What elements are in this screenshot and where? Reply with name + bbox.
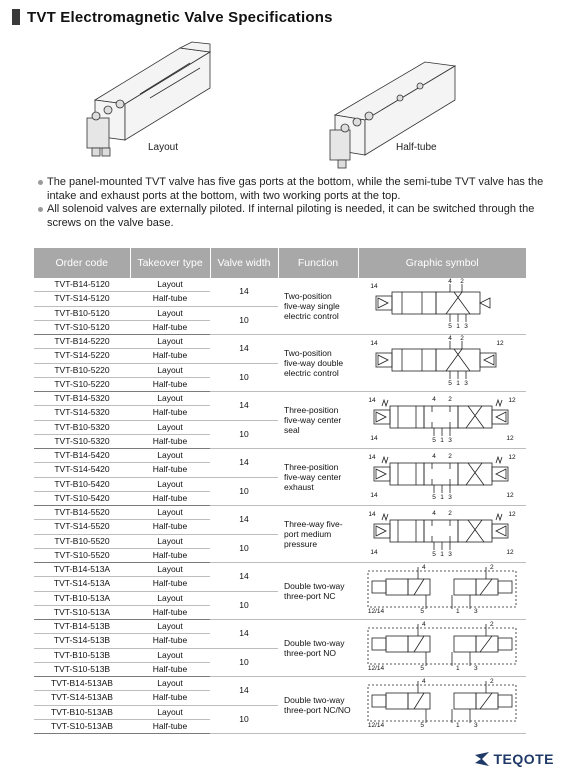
layout-valve-image xyxy=(87,42,210,156)
port-label: 5 xyxy=(432,551,436,558)
order-code-cell: TVT-B10-513AB xyxy=(34,705,130,719)
bullet-icon xyxy=(38,207,43,212)
table-row xyxy=(34,506,526,520)
takeover-type-cell: Half-tube xyxy=(130,605,210,619)
valve-width-cell: 14 xyxy=(210,620,278,649)
function-text: Double two-way three-port NO xyxy=(284,638,345,658)
takeover-type-cell: Layout xyxy=(130,534,210,548)
table-row xyxy=(34,620,526,634)
port-label: 4 xyxy=(432,453,436,460)
valve-symbol-icon xyxy=(362,335,522,387)
page-title-bar xyxy=(0,6,333,28)
takeover-type-cell: Layout xyxy=(130,563,210,577)
port-label: 4 xyxy=(422,678,426,685)
port-label: 5 xyxy=(420,608,424,615)
port-label: 3 xyxy=(474,665,478,672)
table-row xyxy=(34,677,526,691)
order-code-cell: TVT-S10-5320 xyxy=(34,434,130,448)
note-item: The panel-mounted TVT valve has five gas ports at the bottom, while the semi-tube TVT valve has the intake and exhaust ports at the bottom, with two working ports at the top. xyxy=(38,176,548,203)
takeover-type-cell: Half-tube xyxy=(130,719,210,733)
brand-logo: TEQOTE xyxy=(473,750,554,768)
valve-width-cell: 10 xyxy=(210,420,278,449)
valve-width-cell: 10 xyxy=(210,306,278,335)
port-label: 12 xyxy=(508,511,516,518)
order-code-cell: TVT-S10-513B xyxy=(34,662,130,676)
port-label: 12/14 xyxy=(367,665,385,672)
takeover-type-cell: Layout xyxy=(130,477,210,491)
port-label: 3 xyxy=(448,494,452,501)
port-label: 4 xyxy=(448,335,452,342)
valve-illustrations xyxy=(0,30,564,170)
valve-width-cell: 14 xyxy=(210,677,278,706)
port-label: 1 xyxy=(440,437,444,444)
function-cell xyxy=(278,563,358,620)
valve-symbol-icon xyxy=(362,449,522,501)
port-label: 12 xyxy=(508,454,516,461)
graphic-symbol-cell xyxy=(358,563,526,620)
takeover-type-cell: Half-tube xyxy=(130,577,210,591)
product-images xyxy=(0,30,564,170)
valve-width-cell: 10 xyxy=(210,705,278,734)
port-label: 5 xyxy=(432,494,436,501)
port-label: 5 xyxy=(432,437,436,444)
order-code-cell: TVT-S14-5520 xyxy=(34,520,130,534)
page-title: TVT Electromagnetic Valve Specifications xyxy=(27,8,333,26)
port-label: 4 xyxy=(422,621,426,628)
order-code-cell: TVT-B14-5420 xyxy=(34,449,130,463)
port-label: 14 xyxy=(370,492,378,499)
takeover-type-cell: Layout xyxy=(130,392,210,406)
function-cell xyxy=(278,392,358,449)
order-code-cell: TVT-B10-513B xyxy=(34,648,130,662)
function-text: Double two-way three-port NC xyxy=(284,581,345,601)
port-label: 14 xyxy=(368,454,376,461)
port-label: 12 xyxy=(508,397,516,404)
port-label: 12/14 xyxy=(367,608,385,615)
takeover-type-cell: Layout xyxy=(130,306,210,320)
order-code-cell: TVT-B10-513A xyxy=(34,591,130,605)
function-cell xyxy=(278,449,358,506)
function-cell xyxy=(278,506,358,563)
col-header-order-code: Order code xyxy=(34,248,130,278)
graphic-symbol-cell xyxy=(358,392,526,449)
port-label: 5 xyxy=(420,665,424,672)
title-marker xyxy=(12,9,20,25)
order-code-cell: TVT-B14-5520 xyxy=(34,506,130,520)
order-code-cell: TVT-S10-5420 xyxy=(34,491,130,505)
order-code-cell: TVT-S14-5420 xyxy=(34,463,130,477)
order-code-cell: TVT-B10-5220 xyxy=(34,363,130,377)
port-label: 3 xyxy=(448,437,452,444)
port-label: 4 xyxy=(432,396,436,403)
port-label: 2 xyxy=(490,678,494,685)
port-label: 12 xyxy=(506,492,514,499)
order-code-cell: TVT-B14-5320 xyxy=(34,392,130,406)
takeover-type-cell: Half-tube xyxy=(130,349,210,363)
table-row xyxy=(34,449,526,463)
graphic-symbol-cell xyxy=(358,620,526,677)
port-label: 14 xyxy=(368,511,376,518)
order-code-cell: TVT-S10-513AB xyxy=(34,719,130,733)
valve-width-cell: 14 xyxy=(210,278,278,306)
table-row xyxy=(34,392,526,406)
order-code-cell: TVT-B14-5220 xyxy=(34,335,130,349)
valve-width-cell: 10 xyxy=(210,648,278,677)
takeover-type-cell: Layout xyxy=(130,677,210,691)
port-label: 3 xyxy=(464,323,468,330)
port-label: 4 xyxy=(448,278,452,285)
function-text: Three-position five-way center exhaust xyxy=(284,462,342,492)
order-code-cell: TVT-S14-513B xyxy=(34,634,130,648)
function-text: Double two-way three-port NC/NO xyxy=(284,695,351,715)
port-label: 14 xyxy=(370,435,378,442)
valve-symbol-icon xyxy=(362,506,522,558)
graphic-symbol-cell xyxy=(358,335,526,392)
port-label: 14 xyxy=(370,549,378,556)
port-label: 2 xyxy=(448,396,452,403)
port-label: 3 xyxy=(474,722,478,729)
takeover-type-cell: Layout xyxy=(130,449,210,463)
port-label: 3 xyxy=(474,608,478,615)
order-code-cell: TVT-S14-513A xyxy=(34,577,130,591)
port-label: 14 xyxy=(370,340,378,347)
order-code-cell: TVT-S10-5120 xyxy=(34,320,130,334)
takeover-type-cell: Half-tube xyxy=(130,520,210,534)
function-cell xyxy=(278,335,358,392)
order-code-cell: TVT-S14-5320 xyxy=(34,406,130,420)
col-header-function: Function xyxy=(278,248,358,278)
port-label: 1 xyxy=(456,608,460,615)
takeover-type-cell: Layout xyxy=(130,420,210,434)
order-code-cell: TVT-B14-513B xyxy=(34,620,130,634)
valve-symbol-icon xyxy=(362,392,522,444)
takeover-type-cell: Half-tube xyxy=(130,548,210,562)
port-label: 1 xyxy=(456,380,460,387)
port-label: 4 xyxy=(422,564,426,571)
order-code-cell: TVT-B10-5320 xyxy=(34,420,130,434)
port-label: 12/14 xyxy=(367,722,385,729)
order-code-cell: TVT-S10-5220 xyxy=(34,377,130,391)
valve-symbol-icon xyxy=(362,278,522,330)
graphic-symbol-cell xyxy=(358,449,526,506)
graphic-symbol-cell xyxy=(358,278,526,335)
takeover-type-cell: Half-tube xyxy=(130,320,210,334)
table-row xyxy=(34,278,526,292)
port-label: 1 xyxy=(440,494,444,501)
function-text: Three-way five- port medium pressure xyxy=(284,519,343,549)
layout-caption: Layout xyxy=(148,142,179,153)
takeover-type-cell: Half-tube xyxy=(130,463,210,477)
valve-width-cell: 14 xyxy=(210,506,278,535)
valve-symbol-icon xyxy=(362,563,522,615)
function-text: Three-position five-way center seal xyxy=(284,405,342,435)
valve-width-cell: 14 xyxy=(210,563,278,592)
port-label: 5 xyxy=(448,380,452,387)
function-cell xyxy=(278,677,358,734)
port-label: 12 xyxy=(506,549,514,556)
takeover-type-cell: Layout xyxy=(130,363,210,377)
order-code-cell: TVT-B14-513A xyxy=(34,563,130,577)
port-label: 2 xyxy=(460,278,464,285)
valve-width-cell: 14 xyxy=(210,449,278,478)
order-code-cell: TVT-S14-513AB xyxy=(34,691,130,705)
table-row xyxy=(34,335,526,349)
table-body xyxy=(34,278,526,734)
function-cell xyxy=(278,278,358,335)
takeover-type-cell: Layout xyxy=(130,506,210,520)
col-header-takeover-type: Takeover type xyxy=(130,248,210,278)
order-code-cell: TVT-B14-513AB xyxy=(34,677,130,691)
valve-width-cell: 10 xyxy=(210,477,278,506)
valve-symbol-icon xyxy=(362,620,522,672)
valve-width-cell: 10 xyxy=(210,591,278,620)
port-label: 3 xyxy=(448,551,452,558)
port-label: 5 xyxy=(448,323,452,330)
takeover-type-cell: Half-tube xyxy=(130,434,210,448)
col-header-graphic-symbol: Graphic symbol xyxy=(358,248,526,278)
order-code-cell: TVT-B10-5520 xyxy=(34,534,130,548)
takeover-type-cell: Half-tube xyxy=(130,406,210,420)
order-code-cell: TVT-S14-5120 xyxy=(34,292,130,306)
table-header-row xyxy=(34,248,526,278)
port-label: 2 xyxy=(448,453,452,460)
bullet-icon xyxy=(38,180,43,185)
col-header-valve-width: Valve width xyxy=(210,248,278,278)
takeover-type-cell: Half-tube xyxy=(130,691,210,705)
port-label: 14 xyxy=(370,283,378,290)
valve-width-cell: 14 xyxy=(210,335,278,364)
order-code-cell: TVT-S14-5220 xyxy=(34,349,130,363)
order-code-cell: TVT-B14-5120 xyxy=(34,278,130,292)
takeover-type-cell: Half-tube xyxy=(130,634,210,648)
takeover-type-cell: Half-tube xyxy=(130,377,210,391)
note-item: All solenoid valves are externally piloted. If internal piloting is needed, it can be switched through the screws on the valve base. xyxy=(38,203,548,230)
function-cell xyxy=(278,620,358,677)
spec-table xyxy=(34,248,526,734)
order-code-cell: TVT-B10-5420 xyxy=(34,477,130,491)
valve-width-cell: 10 xyxy=(210,363,278,392)
port-label: 2 xyxy=(448,510,452,517)
port-label: 3 xyxy=(464,380,468,387)
port-label: 2 xyxy=(460,335,464,342)
takeover-type-cell: Half-tube xyxy=(130,491,210,505)
port-label: 5 xyxy=(420,722,424,729)
port-label: 12 xyxy=(496,340,504,347)
function-text: Two-position five-way double electric control xyxy=(284,348,344,378)
takeover-type-cell: Layout xyxy=(130,278,210,292)
port-label: 12 xyxy=(506,435,514,442)
port-label: 4 xyxy=(432,510,436,517)
takeover-type-cell: Layout xyxy=(130,648,210,662)
order-code-cell: TVT-S10-5520 xyxy=(34,548,130,562)
port-label: 2 xyxy=(490,621,494,628)
order-code-cell: TVT-S10-513A xyxy=(34,605,130,619)
port-label: 1 xyxy=(456,323,460,330)
port-label: 1 xyxy=(440,551,444,558)
valve-width-cell: 14 xyxy=(210,392,278,421)
order-code-cell: TVT-B10-5120 xyxy=(34,306,130,320)
port-label: 1 xyxy=(456,665,460,672)
halftube-caption: Half-tube xyxy=(396,142,437,153)
port-label: 1 xyxy=(456,722,460,729)
table-row xyxy=(34,563,526,577)
takeover-type-cell: Layout xyxy=(130,335,210,349)
takeover-type-cell: Half-tube xyxy=(130,292,210,306)
graphic-symbol-cell xyxy=(358,677,526,734)
valve-symbol-icon xyxy=(362,677,522,729)
port-label: 2 xyxy=(490,564,494,571)
takeover-type-cell: Layout xyxy=(130,591,210,605)
notes-list xyxy=(38,176,548,230)
takeover-type-cell: Half-tube xyxy=(130,662,210,676)
graphic-symbol-cell xyxy=(358,506,526,563)
function-text: Two-position five-way single electric control xyxy=(284,291,340,321)
logo-icon xyxy=(473,750,491,768)
valve-width-cell: 10 xyxy=(210,534,278,563)
takeover-type-cell: Layout xyxy=(130,620,210,634)
port-label: 14 xyxy=(368,397,376,404)
takeover-type-cell: Layout xyxy=(130,705,210,719)
